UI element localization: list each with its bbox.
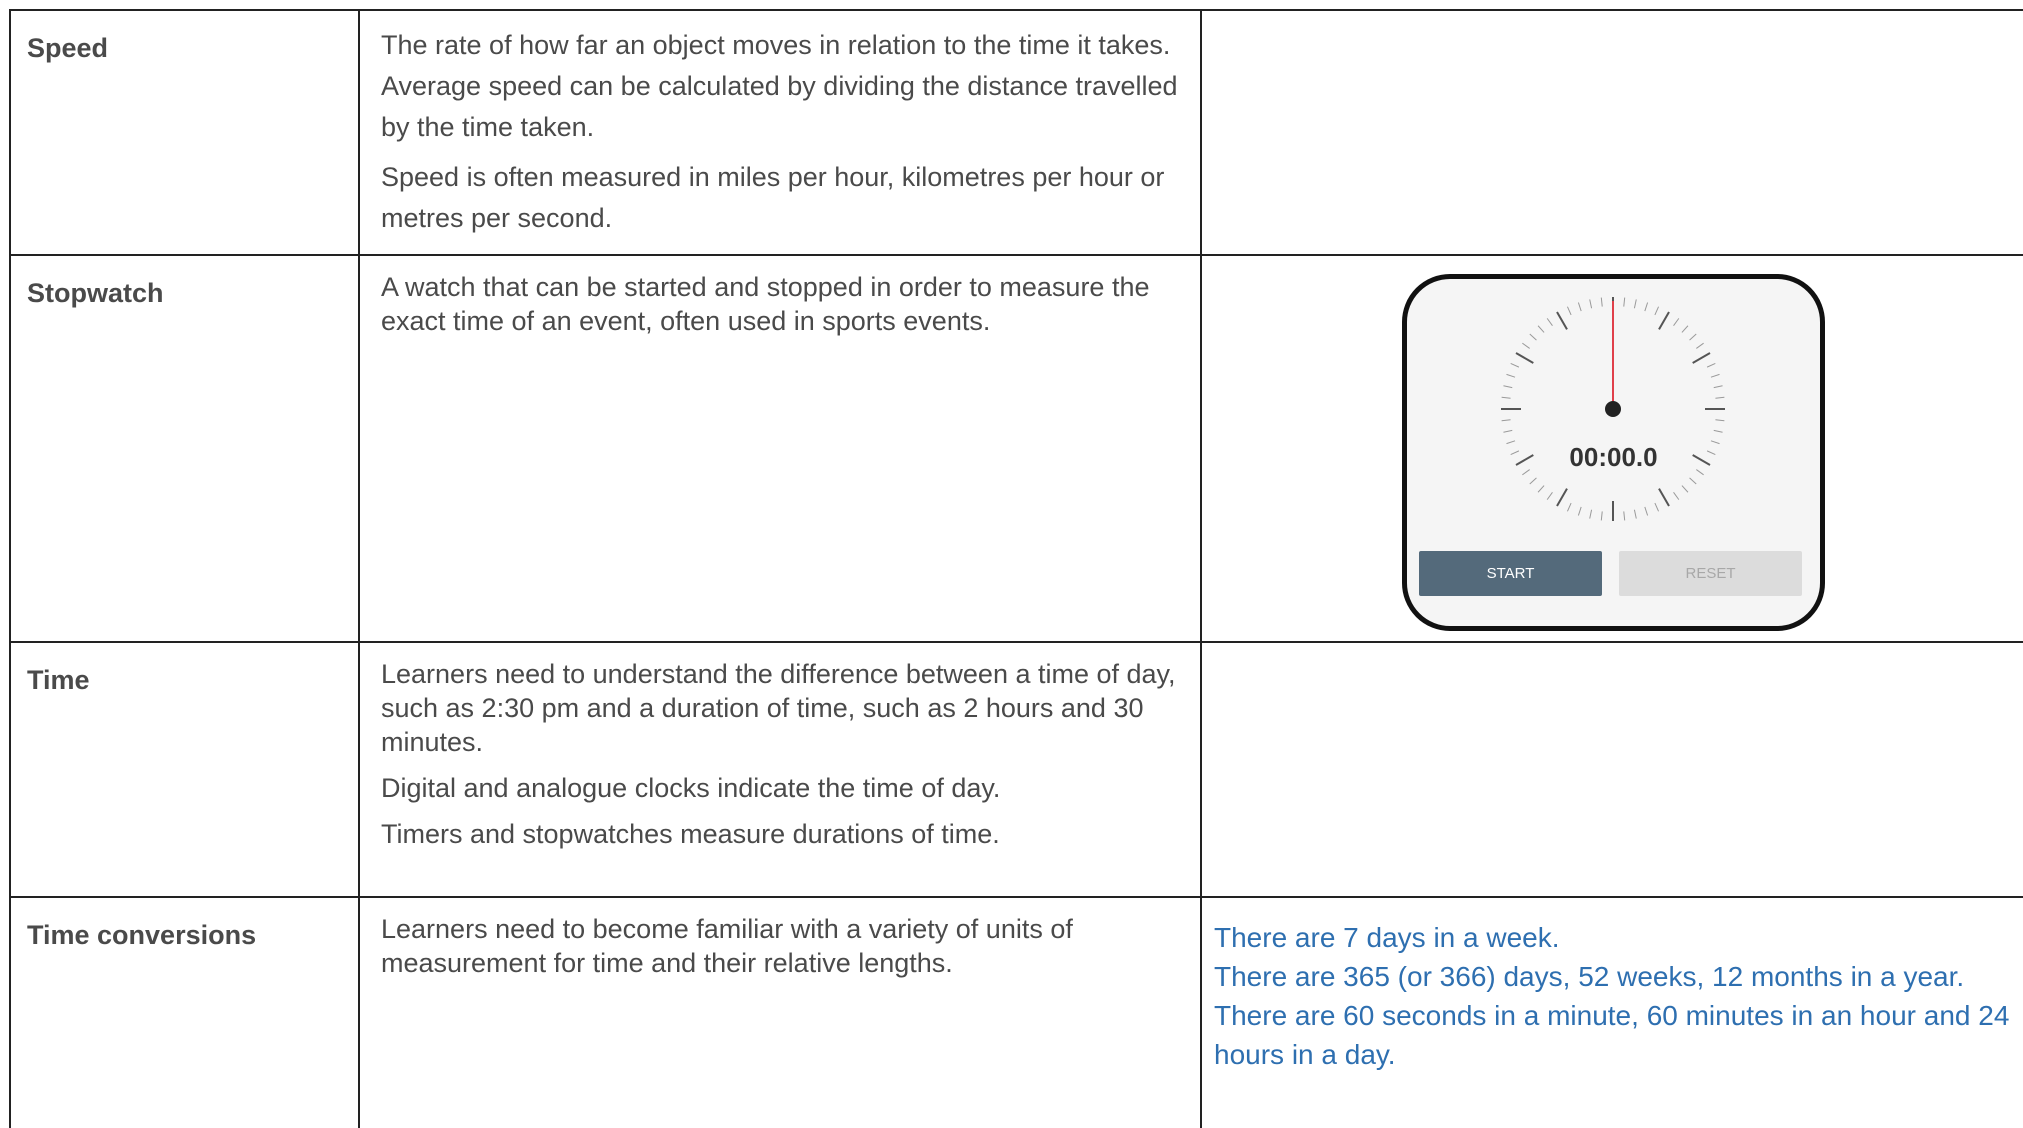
dial-minor-tick	[1578, 507, 1581, 516]
dial-minor-tick	[1530, 478, 1537, 484]
dial-minor-tick	[1634, 299, 1636, 308]
dial-minor-tick	[1567, 307, 1571, 315]
description-text: Speed is often measured in miles per hour, kilometres per hour or metres per second.	[381, 162, 1165, 233]
dial-major-tick	[1557, 312, 1567, 329]
term-speed: Speed	[27, 33, 109, 63]
description-cell	[360, 11, 1202, 254]
dial-minor-tick	[1503, 386, 1512, 388]
dial-minor-tick	[1690, 478, 1697, 484]
dial-minor-tick	[1567, 503, 1571, 511]
dial-minor-tick	[1674, 318, 1679, 325]
conversion-fact: There are 60 seconds in a minute, 60 minutes in an hour and 24 hours in a day.	[1214, 1000, 2010, 1070]
description-cell	[360, 898, 1202, 1128]
start-button[interactable]: START	[1419, 551, 1602, 596]
glossary-table	[9, 9, 2023, 1128]
dial-minor-tick	[1645, 302, 1648, 311]
dial-minor-tick	[1711, 374, 1720, 377]
dial-minor-tick	[1506, 374, 1515, 377]
description-text: Timers and stopwatches measure durations of time.	[381, 819, 1000, 849]
dial-major-tick	[1659, 489, 1669, 506]
dial-minor-tick	[1714, 386, 1723, 388]
description-text: Learners need to become familiar with a variety of units of measurement for time and their relative lengths.	[381, 914, 1073, 978]
description-text: Digital and analogue clocks indicate the time of day.	[381, 773, 1001, 803]
term-cell	[11, 898, 360, 1128]
dial-minor-tick	[1502, 397, 1511, 398]
stopwatch-time: 00:00.0	[1569, 442, 1658, 472]
dial-minor-tick	[1624, 511, 1625, 520]
dial-minor-tick	[1714, 430, 1723, 432]
conversion-fact: There are 365 (or 366) days, 52 weeks, 12 months in a year.	[1214, 961, 1965, 992]
table-row	[11, 898, 2023, 1128]
dial-minor-tick	[1503, 430, 1512, 432]
description-cell	[360, 643, 1202, 896]
dial-minor-tick	[1707, 363, 1715, 367]
extra-cell	[1202, 643, 2023, 896]
reset-button[interactable]: RESET	[1619, 551, 1802, 596]
term-time: Time	[27, 665, 90, 695]
term-cell	[11, 256, 360, 641]
dial-minor-tick	[1547, 492, 1552, 499]
dial-minor-tick	[1601, 298, 1602, 307]
table-row	[11, 11, 2023, 256]
dial-minor-tick	[1547, 318, 1552, 325]
dial-minor-tick	[1655, 503, 1659, 511]
dial-minor-tick	[1634, 510, 1636, 519]
conversions-cell	[1202, 898, 2023, 1128]
dial-minor-tick	[1696, 343, 1703, 348]
dial-minor-tick	[1590, 299, 1592, 308]
dial-minor-tick	[1715, 420, 1724, 421]
term-time-conversions: Time conversions	[27, 920, 257, 950]
stopwatch-widget	[1402, 274, 1825, 631]
dial-minor-tick	[1690, 334, 1697, 340]
dial-minor-tick	[1502, 420, 1511, 421]
dial-minor-tick	[1538, 326, 1544, 333]
table-row	[11, 643, 2023, 898]
conversion-fact: There are 7 days in a week.	[1214, 922, 1560, 953]
extra-cell	[1202, 256, 2023, 641]
dial-minor-tick	[1655, 307, 1659, 315]
dial-minor-tick	[1511, 363, 1519, 367]
dial-minor-tick	[1601, 511, 1602, 520]
dial-major-tick	[1557, 489, 1567, 506]
term-stopwatch: Stopwatch	[27, 278, 164, 308]
dial-major-tick	[1693, 353, 1710, 363]
dial-minor-tick	[1674, 492, 1679, 499]
extra-cell	[1202, 11, 2023, 254]
dial-major-tick	[1516, 353, 1533, 363]
dial-minor-tick	[1590, 510, 1592, 519]
dial-minor-tick	[1682, 326, 1688, 333]
dial-hub	[1605, 401, 1621, 417]
dial-major-tick	[1659, 312, 1669, 329]
description-text: Learners need to understand the difference between a time of day, such as 2:30 pm and a duration of time, such as 2 hours and 30 minutes.	[381, 659, 1176, 757]
dial-minor-tick	[1682, 486, 1688, 493]
description-text: The rate of how far an object moves in relation to the time it takes. Average speed can be calculated by dividing the distance travelled by the time taken.	[381, 30, 1178, 142]
dial-minor-tick	[1624, 298, 1625, 307]
dial-minor-tick	[1530, 334, 1537, 340]
description-text: A watch that can be started and stopped in order to measure the exact time of an event, often used in sports events.	[381, 272, 1150, 336]
term-cell	[11, 11, 360, 254]
table-row	[11, 256, 2023, 643]
dial-minor-tick	[1645, 507, 1648, 516]
dial-minor-tick	[1715, 397, 1724, 398]
dial-minor-tick	[1578, 302, 1581, 311]
dial-minor-tick	[1522, 343, 1529, 348]
term-cell	[11, 643, 360, 896]
dial-minor-tick	[1538, 486, 1544, 493]
description-cell	[360, 256, 1202, 641]
